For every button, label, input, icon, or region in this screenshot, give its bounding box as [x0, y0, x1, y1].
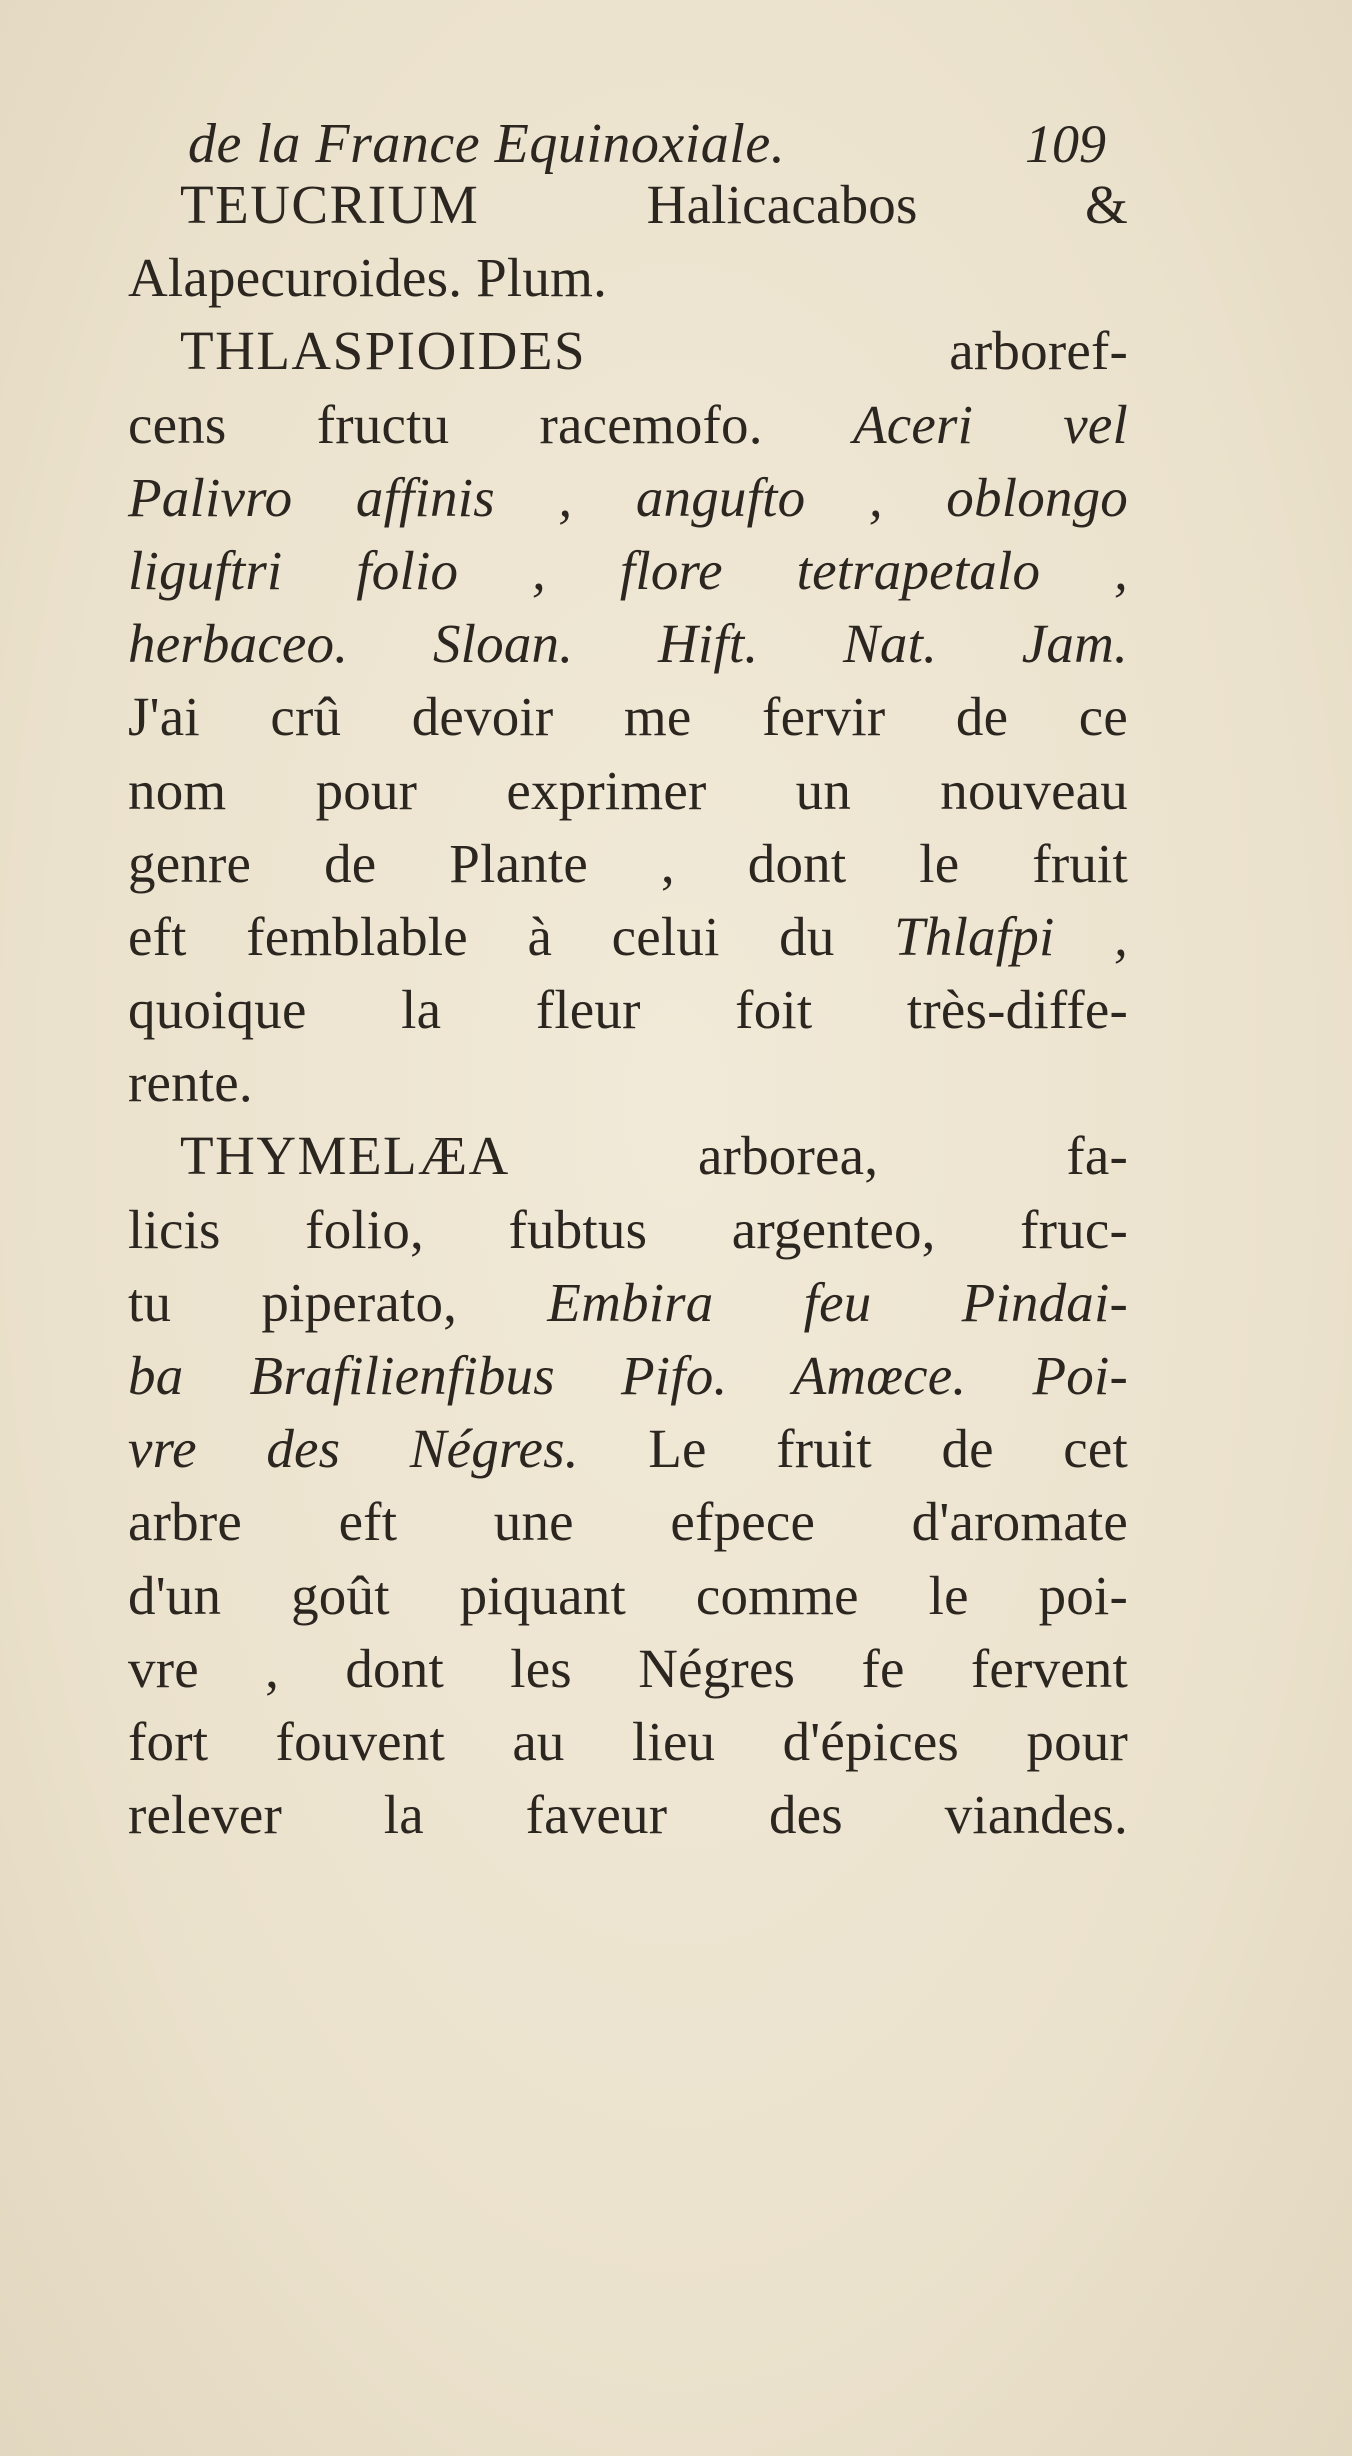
text-line: liguftri folio , flore tetrapetalo ,	[128, 539, 1128, 601]
text-line: THYMELÆA arborea, fa-	[180, 1125, 1128, 1187]
body-text	[128, 168, 1128, 1851]
text-line: Alapecuroides. Plum.	[128, 247, 608, 309]
text-line: rente.	[128, 1052, 253, 1114]
text-line: arbre eft une efpece d'aromate	[128, 1491, 1128, 1553]
text-line: THLASPIOIDES arboref-	[180, 320, 1128, 382]
text-line: nom pour exprimer un nouveau	[128, 759, 1128, 821]
text-line: cens fructu racemofo. Aceri vel	[128, 393, 1128, 455]
text-line: ba Brafilienfibus Pifo. Amœce. Poi-	[128, 1345, 1128, 1406]
text-line: licis folio, fubtus argenteo, fruc-	[128, 1198, 1128, 1260]
text-line: J'ai crû devoir me fervir de ce	[128, 686, 1128, 748]
text-line: genre de Plante , dont le fruit	[128, 832, 1128, 894]
text-line: eft femblable à celui du Thlafpi ,	[128, 905, 1128, 967]
text-line: Palivro affinis , angufto , oblongo	[128, 466, 1128, 528]
text-line: herbaceo. Sloan. Hift. Nat. Jam.	[128, 613, 1128, 675]
text-line: vre des Négres. Le fruit de cet	[128, 1418, 1128, 1480]
text-line: quoique la fleur foit très-diffe-	[128, 979, 1128, 1041]
text-line: relever la faveur des viandes.	[128, 1784, 1128, 1846]
text-line: d'un goût piquant comme le poi-	[128, 1564, 1128, 1626]
page-number: 109	[1025, 114, 1106, 174]
text-line: vre , dont les Négres fe fervent	[128, 1637, 1128, 1699]
running-title: de la France Equinoxiale.	[188, 113, 786, 175]
text-line: tu piperato, Embira feu Pindai-	[128, 1271, 1128, 1333]
text-line: fort fouvent au lieu d'épices pour	[128, 1710, 1128, 1772]
text-line: TEUCRIUM Halicacabos &	[180, 174, 1128, 235]
